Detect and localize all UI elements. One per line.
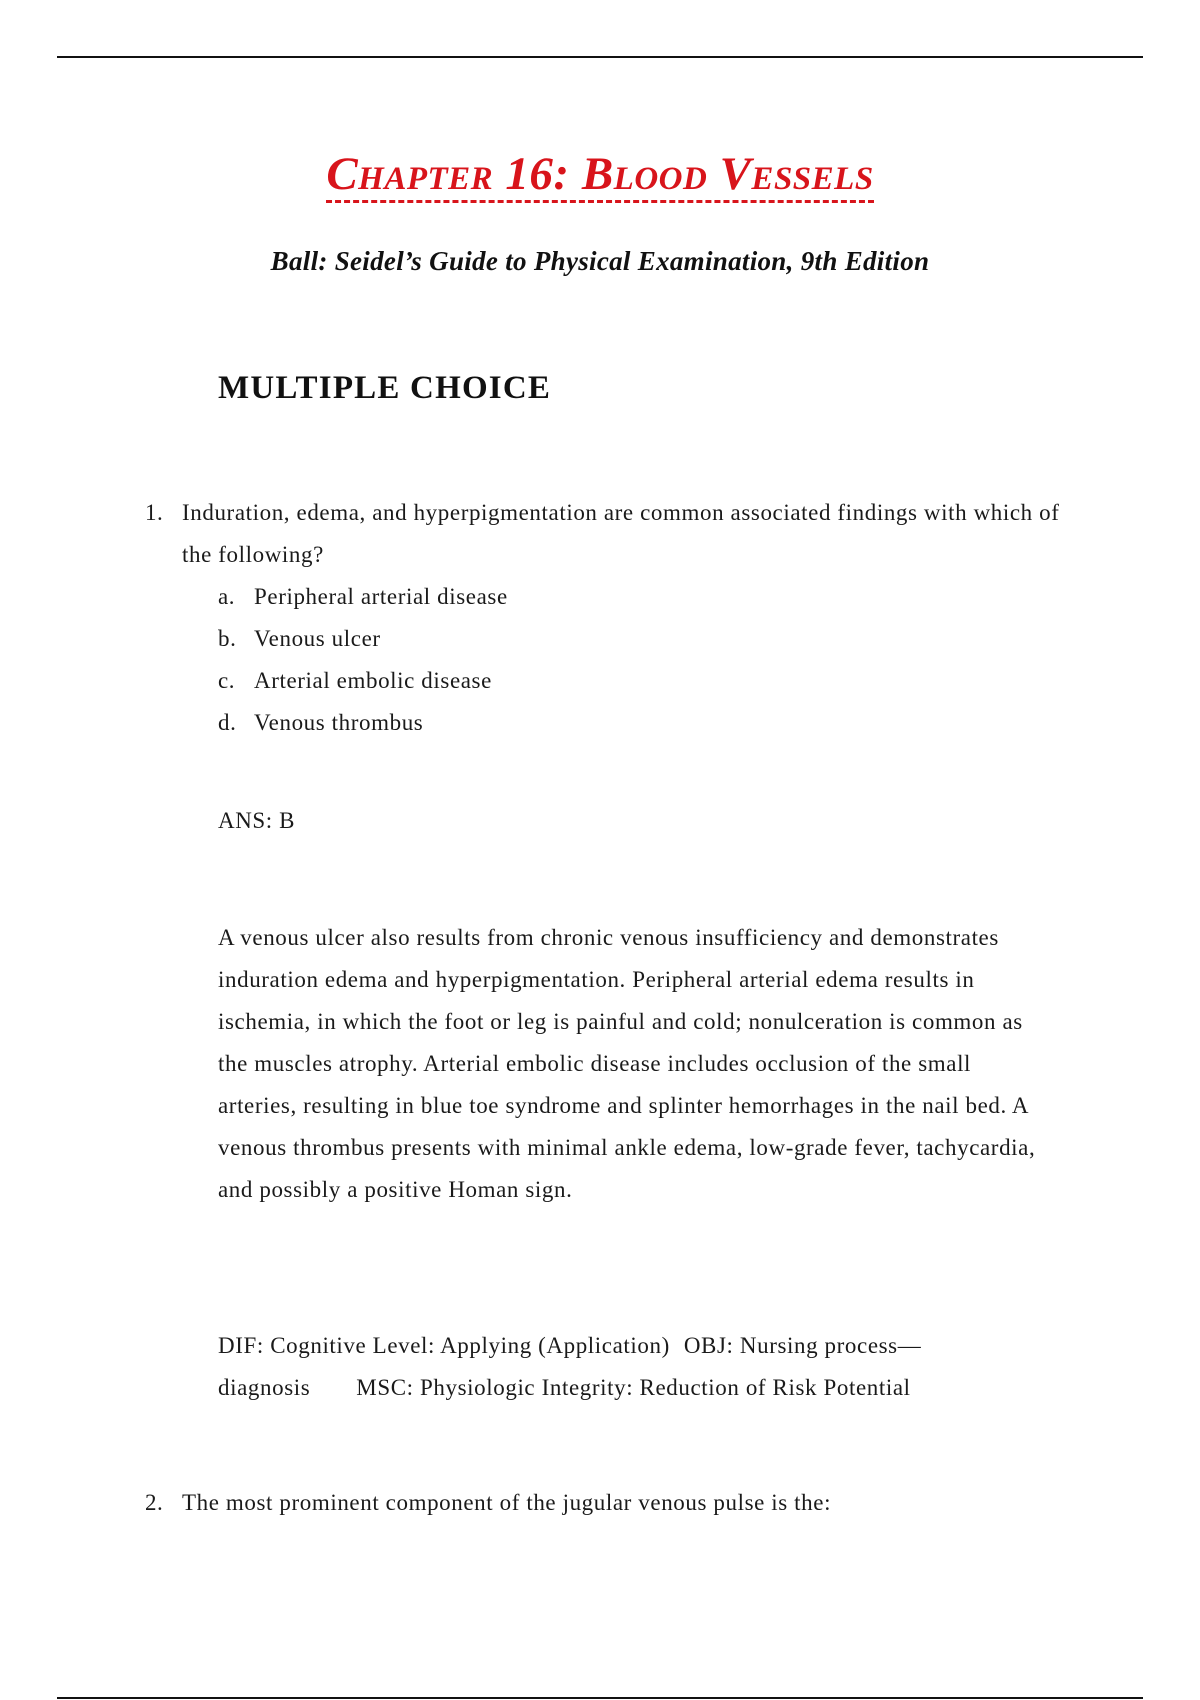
metadata-line-2 bbox=[218, 1367, 1053, 1409]
option-text: Arterial embolic disease bbox=[254, 668, 492, 693]
option-text: Venous thrombus bbox=[254, 710, 424, 735]
answer-rationale: A venous ulcer also results from chronic venous insufficiency and demonstrates induration edema and hyperpigmentation. Peripheral arterial edema results in ischemia, in which the foot or leg is painful and cold; nonulceration is common as the muscles atrophy. Arterial embolic disease includes occlusion of the small arteries, resulting in blue toe syndrome and splinter hemorrhages in the nail bed. A venous thrombus presents with minimal ankle edema, low-grade fever, tachycardia, and possibly a positive Homan sign. bbox=[218, 925, 1036, 1202]
question-stem: The most prominent component of the jugular venous pulse is the: bbox=[182, 1490, 832, 1515]
option-c bbox=[218, 660, 508, 702]
option-text: Venous ulcer bbox=[254, 626, 381, 651]
question-number: 1. bbox=[145, 500, 164, 525]
question-metadata bbox=[218, 1325, 1053, 1409]
question-stem: Induration, edema, and hyperpigmentation are common associated findings with which of the following? bbox=[182, 500, 1060, 567]
difficulty-label: DIF: Cognitive Level: Applying (Application) bbox=[218, 1333, 670, 1358]
chapter-title-text: Chapter 16: Blood Vessels bbox=[326, 148, 873, 203]
msc-label: MSC: Physiologic Integrity: Reduction of Risk Potential bbox=[356, 1375, 911, 1400]
answer-key: ANS: B bbox=[218, 808, 296, 833]
section-heading: MULTIPLE CHOICE bbox=[218, 370, 552, 406]
option-letter: c. bbox=[218, 668, 236, 693]
option-letter: b. bbox=[218, 626, 237, 651]
option-text: Peripheral arterial disease bbox=[254, 584, 508, 609]
option-letter: d. bbox=[218, 710, 237, 735]
objective-label: OBJ: Nursing process— bbox=[683, 1333, 922, 1358]
answer-options bbox=[218, 576, 508, 744]
book-subtitle: Ball: Seidel’s Guide to Physical Examination, 9th Edition bbox=[270, 246, 930, 276]
option-letter: a. bbox=[218, 584, 236, 609]
chapter-title bbox=[0, 146, 1200, 202]
option-a bbox=[218, 576, 508, 618]
metadata-line-1 bbox=[218, 1325, 1053, 1367]
bottom-rule bbox=[57, 1697, 1143, 1699]
option-d bbox=[218, 702, 508, 744]
question-number: 2. bbox=[145, 1490, 164, 1515]
top-rule bbox=[57, 56, 1143, 58]
option-b bbox=[218, 618, 508, 660]
objective-continued: diagnosis bbox=[218, 1375, 311, 1400]
